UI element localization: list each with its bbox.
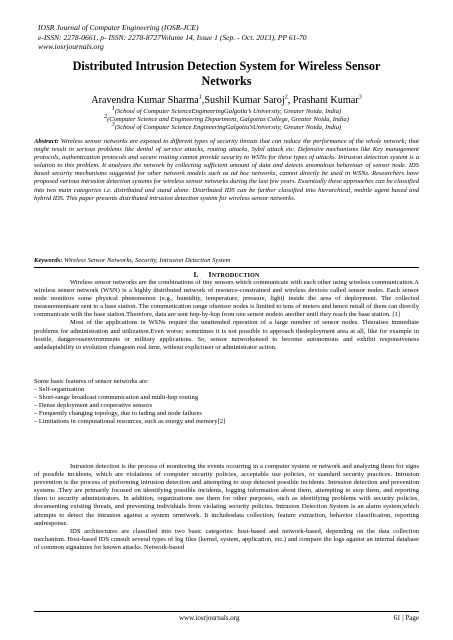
paragraph: Intrusion detection is the process of monitoring the events occurring in a computer system or network and analyzing them for signs of possible incidents, which are violations of computer security policies, acceptable use policies, or standard security practices. Intrusion prevention is the process of performing intrusion detection and attempting to stop detected possible incidents. Intrusion detection and prevention systems .They are primarily focused on identifying possible incidents, logging information about them, attempting to stop them, and reporting them to security administrators. In addition, organizations use them for other purposes, such as identifying problems with security policies, documenting existing threats, and preventing individuals from violating security policies. Intrusion Detection System is an alarm system,which attempts to detect the intrusion against a system ornetwork. It includesdata collection, feature extraction, behavior classification, reporting andresponse.: [34, 463, 419, 527]
affiliation-list: [30, 105, 423, 133]
affiliation: $^1$(School of Computer ScienceEngineeringGalgotia’s University, Greater Noida, India): [111, 105, 342, 115]
author-list: Aravendra Kumar Sharma$^1$,Sushil Kumar Saroj$^2$, Prashant Kumar$^3$: [91, 94, 362, 106]
list-item: – Short-range broadcast communication and multi-hop routing: [34, 394, 198, 402]
features-list: [34, 378, 419, 427]
journal-issn: e-ISSN: 2278-0661, p- ISSN: 2278-8727Volume 14, Issue 1 (Sep. - Oct. 2013), PP 61-70: [38, 32, 307, 42]
list-item: – Dense deployment and cooperative sensors: [34, 402, 152, 410]
journal-name: IOSR Journal of Computer Engineering (IOSR-JCE): [38, 23, 199, 32]
introduction-text: [34, 279, 419, 352]
author-sup: 1: [198, 94, 202, 101]
author-name: Sushil Kumar Saroj: [204, 95, 285, 106]
section-title-initial: I: [208, 270, 212, 279]
paragraph: Wireless sensor networks are the combinations of tiny sensors which communicate with each other using wireless communication.A wireless sensor network (WSN) is a highly distributed network of resource-constrained and wireless devices called sensor nodes. Each sensor node monitors some physical phenomenon (e.g., humidity, temperature, pressure, light) inside the area of deployment. The collected measurementsare sent to a base station. The communication range ofsensor nodes is limited to tens of meters and hence notall of them can directly communicate with the base station.Therefore, data are sent hop-by-hop from one sensor nodeto another until they reach the base station. [1]: [34, 279, 419, 319]
affiliation: $^2$(Computer Science and Engineering Department, Galgotias College, Greater Noida, India): [104, 114, 349, 124]
section-number: I.: [193, 270, 199, 279]
footer-url: www.iosrjournals.org: [179, 614, 240, 622]
keywords-label: Keywords:: [34, 257, 63, 264]
author-name: Prashant Kumar: [292, 95, 359, 106]
abstract-label: Abstract:: [34, 138, 59, 145]
paper-title: Distributed Intrusion Detection System for Wireless Sensor Networks: [72, 59, 381, 88]
paragraph: Most of the applications in WSNs require the unattended operation of a large number of sensor nodes. Thisraises immediate problems for administration and utilization.Even worse; sometimes it is not possible to approach thedeployment area at all, like for example in hostile, dangerousenvironments or military applications. So, sensor networksneed to become autonomous and exhibit responsiveness andadaptability to evolution changesin real time, without expliciuser or administrator action.: [34, 319, 419, 351]
journal-website: www.iosrjournals.org: [38, 42, 104, 52]
list-item: – Frequently changing topology, due to fading and node failures: [34, 410, 202, 418]
author-sup: 3: [358, 94, 362, 101]
author-name: Aravendra Kumar Sharma: [91, 95, 199, 106]
abstract: [34, 138, 419, 203]
list-item: – Limitations in computational resources, such as energy and memory[2]: [34, 418, 226, 426]
keywords-text: Wireless Sensor Networks, Security, Intrusion Detection System: [62, 257, 231, 264]
abstract-text: Wireless sensor networks are exposed to different types of security threats that can reduce the performance of the whole network; that might result in serious problems like denial of service attacks, routing attacks, Sybil attack etc. Defensive mechanisms like Key management protocols, authentication protocols and secure routing cannot provide security to WSNs for these types of attacks. Intrusion detection system is a solution to this problem. It analyses the network by collecting sufficient amount of data and detects anomalous behaviour of sensor node. IDS based security mechanisms suggested for other network models such as ad hoc networks, cannot directly be used in WSNs. Researchers have proposed various intrusion detection systems for wireless sensor networks during the last few years. Essentially these approaches can be classified into two main categories i.e. distributed and stand alone. Distributed IDS can be further classified into hierarchical, mobile agent based and hybrid IDS. This paper presents distributed intrusion detection system for wireless sensor networks.: [34, 138, 419, 202]
page-number: 61 | Page: [393, 614, 419, 622]
footer-divider: [34, 611, 419, 612]
features-intro: Some basic features of sensor networks are:: [34, 378, 149, 385]
journal-header: [38, 23, 307, 52]
affiliation: $^3$(School of Computer Science EngineeringGalgotia’sUniversity, Greater Noida, India): [111, 122, 342, 132]
ids-text: [34, 463, 419, 552]
section-heading: [34, 270, 419, 279]
divider: [34, 267, 419, 268]
list-item: – Self-organization: [34, 386, 85, 394]
section-title-rest: NTRODUCTION: [211, 273, 260, 279]
paragraph: IDS architectures are classified into two basic categories: host-based and network-based, depending on the data collection mechanism. Host-based IDS consult several types of log files (kernel, system, application, etc.) and compare the logs against an internal database of common signatures for known attacks. Network-based: [34, 527, 419, 551]
keywords: [34, 257, 419, 265]
author-sup: 2: [284, 94, 288, 101]
